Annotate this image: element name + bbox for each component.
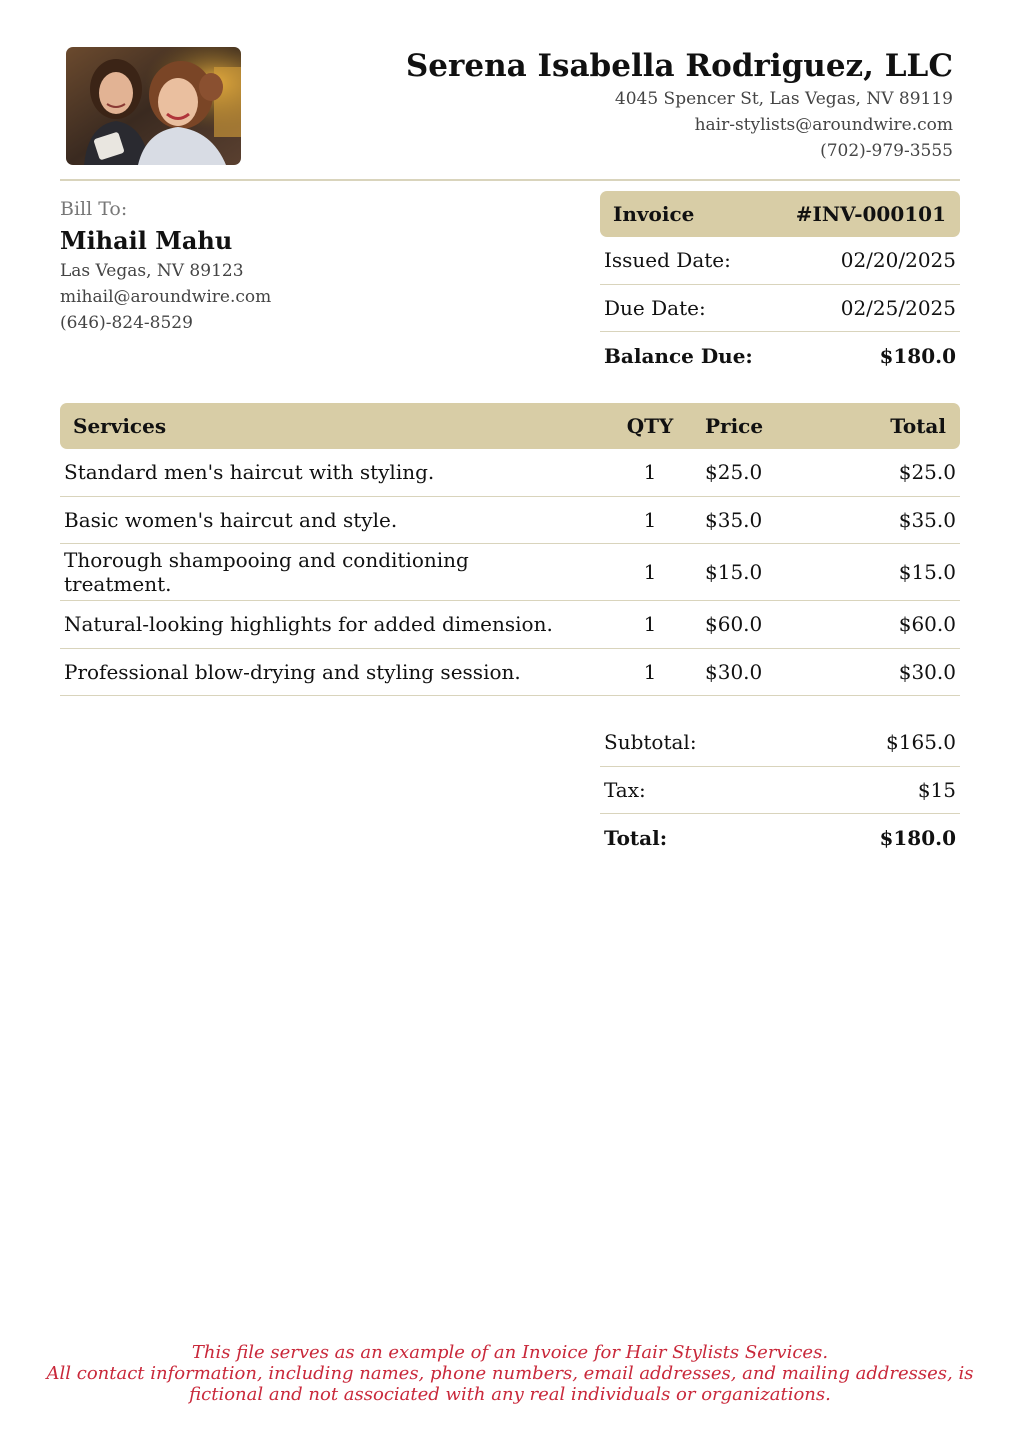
service-qty: 1 [643, 507, 657, 532]
bill-to-block [60, 196, 271, 336]
service-description: Basic women's haircut and style. [64, 507, 398, 532]
service-total: $15.0 [898, 560, 956, 584]
subtotal-row [600, 719, 960, 767]
service-description: Natural-looking highlights for added dimension. [64, 612, 553, 637]
client-phone: (646)-824-8529 [60, 313, 193, 333]
client-email: mihail@aroundwire.com [60, 287, 272, 307]
totals-block [600, 719, 960, 862]
disclaimer-footer [0, 1342, 1020, 1405]
invoice-number: #INV-000101 [795, 202, 946, 226]
table-row [60, 497, 960, 545]
service-qty: 1 [643, 612, 657, 637]
service-total: $30.0 [898, 659, 956, 684]
disclaimer-line-2: All contact information, including names, phone numbers, email addresses, and mailing addresses, is [46, 1363, 974, 1384]
issued-date-label: Issued Date: [604, 248, 731, 273]
tax-label: Tax: [604, 777, 646, 802]
services-table [60, 403, 960, 696]
service-price: $15.0 [705, 560, 763, 584]
col-header-total: Total [890, 414, 946, 438]
due-date-value: 02/25/2025 [840, 295, 956, 320]
service-qty: 1 [643, 659, 657, 684]
issued-date-value: 02/20/2025 [840, 248, 956, 273]
company-address: 4045 Spencer St, Las Vegas, NV 89119 [614, 89, 953, 109]
grand-total-row [600, 814, 960, 862]
service-description: Standard men's haircut with styling. [64, 460, 435, 485]
service-description: Professional blow-drying and styling session. [64, 659, 521, 684]
tax-row [600, 767, 960, 815]
invoice-label: Invoice [613, 202, 695, 226]
company-logo-photo [66, 47, 241, 165]
service-price: $25.0 [705, 460, 763, 485]
invoice-summary [600, 191, 960, 380]
table-row [60, 544, 960, 601]
col-header-qty: QTY [626, 414, 674, 438]
company-info [406, 46, 953, 164]
bill-to-label: Bill To: [60, 198, 128, 220]
col-header-price: Price [705, 414, 764, 438]
company-phone: (702)-979-3555 [820, 141, 953, 161]
service-qty: 1 [643, 560, 657, 584]
table-row [60, 449, 960, 497]
service-description: Thorough shampooing and conditioning treatment. [64, 548, 469, 596]
company-email: hair-stylists@aroundwire.com [694, 115, 953, 135]
due-date-row [600, 285, 960, 333]
service-total: $25.0 [898, 460, 956, 485]
subtotal-value: $165.0 [886, 730, 956, 755]
balance-due-value: $180.0 [879, 343, 956, 368]
service-price: $30.0 [705, 659, 763, 684]
grand-total-label: Total: [604, 825, 668, 850]
client-name: Mihail Mahu [60, 226, 233, 255]
service-price: $60.0 [705, 612, 763, 637]
table-row [60, 649, 960, 697]
service-total: $35.0 [898, 507, 956, 532]
balance-due-label: Balance Due: [604, 343, 753, 368]
service-qty: 1 [643, 460, 657, 485]
due-date-label: Due Date: [604, 295, 706, 320]
header-divider [60, 179, 960, 181]
service-total: $60.0 [898, 612, 956, 637]
balance-due-row [600, 332, 960, 380]
grand-total-value: $180.0 [879, 825, 956, 850]
invoice-header [600, 191, 960, 237]
table-row [60, 601, 960, 649]
subtotal-label: Subtotal: [604, 730, 697, 755]
company-name: Serena Isabella Rodriguez, LLC [405, 48, 953, 84]
disclaimer-line-3: fictional and not associated with any real individuals or organizations. [189, 1384, 831, 1405]
col-header-services: Services [73, 414, 167, 438]
issued-date-row [600, 237, 960, 285]
services-table-header [60, 403, 960, 449]
disclaimer-line-1: This file serves as an example of an Invoice for Hair Stylists Services. [191, 1342, 829, 1363]
client-address: Las Vegas, NV 89123 [60, 261, 244, 281]
service-price: $35.0 [705, 507, 763, 532]
tax-value: $15 [917, 777, 956, 802]
